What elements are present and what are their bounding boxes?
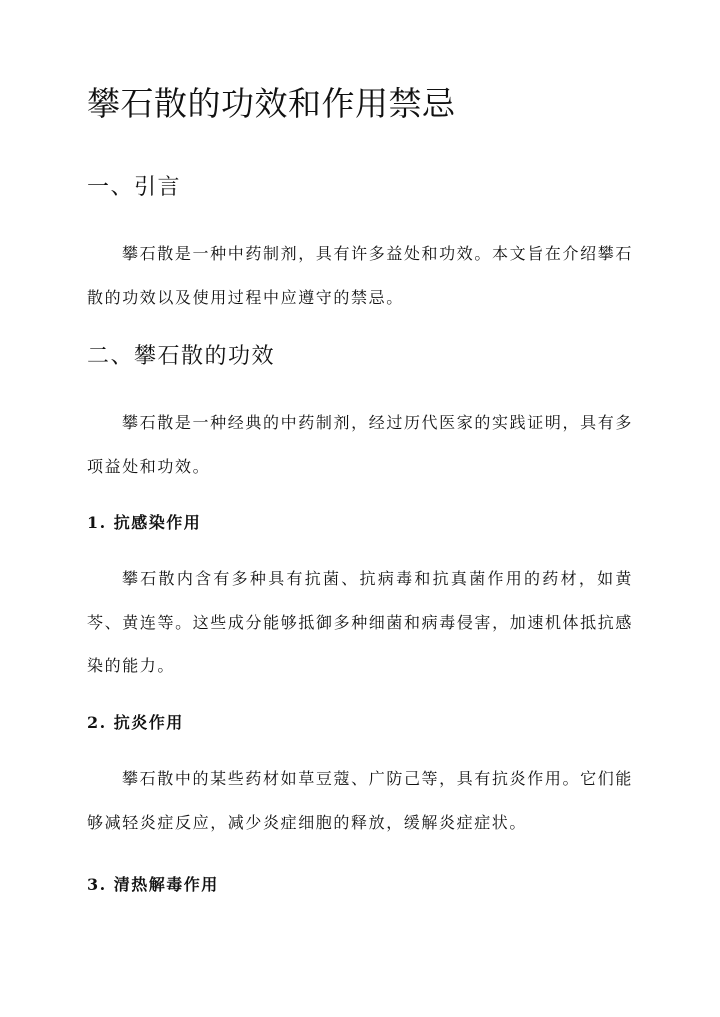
subsection-heading-anti-inflammatory: 2. 抗炎作用: [87, 713, 184, 732]
anti-infection-paragraph: 攀石散内含有多种具有抗菌、抗病毒和抗真菌作用的药材，如黄芩、黄连等。这些成分能够抵御多种细菌和病毒侵害，加速机体抵抗感染的能力。: [87, 569, 633, 675]
subsection-heading-detox: 3. 清热解毒作用: [87, 875, 219, 894]
effects-paragraph: 攀石散是一种经典的中药制剂，经过历代医家的实践证明，具有多项益处和功效。: [87, 413, 633, 476]
section-heading-effects: 二、攀石散的功效: [87, 344, 276, 369]
section-heading-intro: 一、引言: [87, 175, 182, 200]
subsection-heading-anti-infection: 1. 抗感染作用: [87, 513, 202, 532]
page-title: 攀石散的功效和作用禁忌: [87, 84, 456, 123]
anti-inflammatory-paragraph: 攀石散中的某些药材如草豆蔻、广防己等，具有抗炎作用。它们能够减轻炎症反应，减少炎症细胞的释放，缓解炎症症状。: [87, 769, 633, 832]
intro-paragraph: 攀石散是一种中药制剂，具有许多益处和功效。本文旨在介绍攀石散的功效以及使用过程中应遵守的禁忌。: [87, 244, 633, 307]
